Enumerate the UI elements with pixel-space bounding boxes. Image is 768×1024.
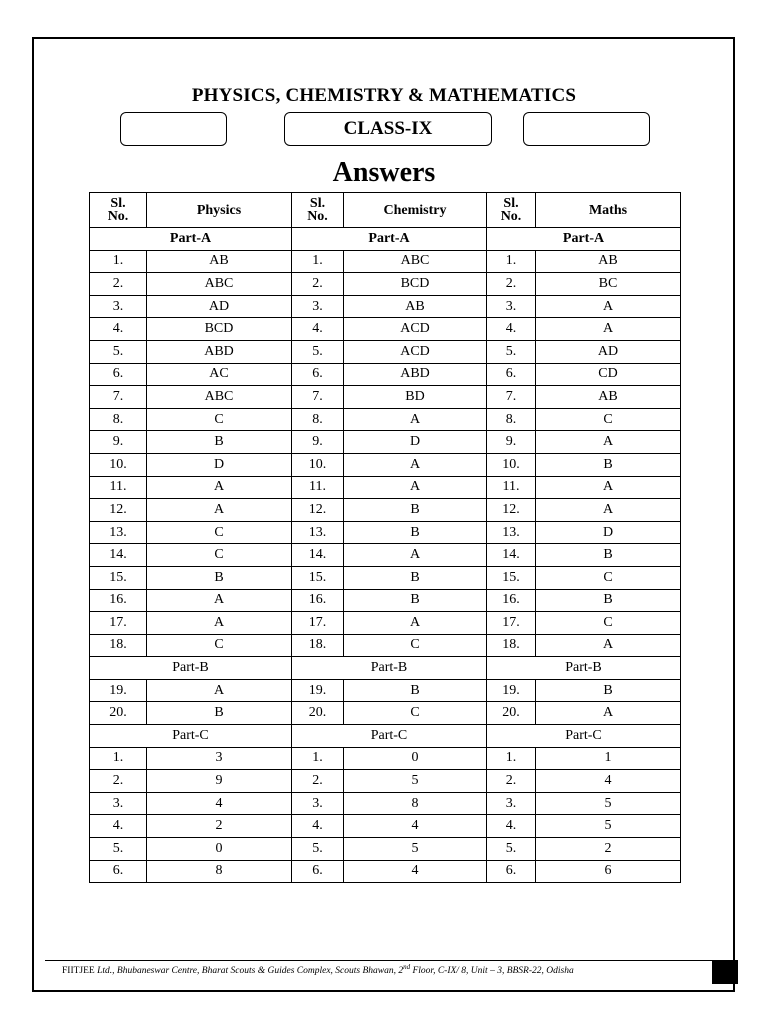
answer-cell: 8	[344, 792, 487, 815]
serial-number-cell: 3.	[90, 295, 147, 318]
serial-number-cell: 6.	[292, 860, 344, 883]
answer-cell: B	[536, 679, 681, 702]
answer-cell: AD	[536, 340, 681, 363]
serial-number-cell: 4.	[90, 318, 147, 341]
serial-number-cell: 20.	[90, 702, 147, 725]
answer-cell: ABD	[147, 340, 292, 363]
answer-cell: B	[147, 702, 292, 725]
answer-cell: AD	[147, 295, 292, 318]
serial-number-cell: 8.	[292, 408, 344, 431]
table-row	[90, 544, 681, 567]
answer-cell: C	[536, 612, 681, 635]
table-row	[90, 860, 681, 883]
table-row	[90, 815, 681, 838]
answer-cell: A	[536, 476, 681, 499]
answer-cell: B	[536, 453, 681, 476]
class-label-box	[284, 112, 492, 146]
table-row	[90, 250, 681, 273]
blank-box-left	[120, 112, 227, 146]
answer-cell: ABD	[344, 363, 487, 386]
answer-cell: 3	[147, 747, 292, 770]
answer-cell: 5	[344, 770, 487, 793]
serial-number-cell: 1.	[292, 747, 344, 770]
answer-cell: C	[536, 566, 681, 589]
serial-number-cell: 8.	[487, 408, 536, 431]
table-row	[90, 295, 681, 318]
answer-cell: A	[147, 476, 292, 499]
serial-number-cell: 6.	[90, 860, 147, 883]
serial-number-cell: 1.	[90, 747, 147, 770]
serial-number-cell: 3.	[487, 295, 536, 318]
serial-number-cell: 16.	[487, 589, 536, 612]
serial-number-cell: 4.	[292, 318, 344, 341]
serial-number-cell: 5.	[292, 340, 344, 363]
serial-number-cell: 2.	[292, 770, 344, 793]
answer-table-body	[90, 228, 681, 883]
answer-cell: D	[147, 453, 292, 476]
serial-number-cell: 3.	[487, 792, 536, 815]
section-header-row	[90, 657, 681, 680]
serial-number-cell: 8.	[90, 408, 147, 431]
serial-number-cell: 11.	[487, 476, 536, 499]
table-row	[90, 363, 681, 386]
serial-number-cell: 4.	[487, 318, 536, 341]
answer-cell: CD	[536, 363, 681, 386]
serial-number-cell: 12.	[90, 499, 147, 522]
answer-cell: ACD	[344, 340, 487, 363]
answer-cell: BD	[344, 386, 487, 409]
answer-cell: C	[344, 634, 487, 657]
answer-cell: AB	[536, 386, 681, 409]
header-maths: Maths	[536, 193, 681, 228]
answer-cell: 9	[147, 770, 292, 793]
serial-number-cell: 4.	[90, 815, 147, 838]
serial-number-cell: 5.	[90, 340, 147, 363]
serial-number-cell: 18.	[90, 634, 147, 657]
section-label: Part-B	[487, 657, 681, 680]
answer-cell: 2	[147, 815, 292, 838]
answer-cell: ACD	[344, 318, 487, 341]
subject-title: PHYSICS, CHEMISTRY & MATHEMATICS	[191, 85, 577, 106]
serial-number-cell: 7.	[487, 386, 536, 409]
serial-number-cell: 14.	[292, 544, 344, 567]
serial-number-cell: 18.	[487, 634, 536, 657]
answer-cell: 5	[344, 838, 487, 861]
serial-number-cell: 10.	[292, 453, 344, 476]
serial-number-cell: 6.	[90, 363, 147, 386]
serial-number-cell: 2.	[90, 770, 147, 793]
serial-number-cell: 9.	[292, 431, 344, 454]
serial-number-cell: 4.	[487, 815, 536, 838]
header-sl-no: Sl. No.	[292, 193, 344, 228]
answer-cell: 0	[344, 747, 487, 770]
header-sl-no: Sl. No.	[487, 193, 536, 228]
answer-cell: 1	[536, 747, 681, 770]
answer-cell: B	[344, 566, 487, 589]
answer-cell: A	[344, 453, 487, 476]
table-row	[90, 476, 681, 499]
serial-number-cell: 5.	[292, 838, 344, 861]
serial-number-cell: 6.	[487, 363, 536, 386]
answer-cell: 5	[536, 792, 681, 815]
answer-cell: A	[147, 589, 292, 612]
answer-cell: AB	[344, 295, 487, 318]
serial-number-cell: 5.	[90, 838, 147, 861]
table-row	[90, 318, 681, 341]
serial-number-cell: 3.	[90, 792, 147, 815]
table-row	[90, 386, 681, 409]
blank-box-right	[523, 112, 650, 146]
serial-number-cell: 15.	[90, 566, 147, 589]
header-physics: Physics	[147, 193, 292, 228]
footer-text: Ltd., Bhubaneswar Centre, Bharat Scouts & Guides Complex, Scouts Bhawan, 2	[94, 966, 404, 977]
answer-cell: 4	[344, 860, 487, 883]
serial-number-cell: 5.	[487, 838, 536, 861]
section-header-row	[90, 228, 681, 251]
serial-number-cell: 2.	[292, 273, 344, 296]
answer-cell: B	[344, 499, 487, 522]
answer-cell: D	[344, 431, 487, 454]
table-row	[90, 566, 681, 589]
answer-cell: A	[536, 431, 681, 454]
answer-cell: BCD	[344, 273, 487, 296]
serial-number-cell: 12.	[487, 499, 536, 522]
serial-number-cell: 10.	[90, 453, 147, 476]
answer-cell: A	[536, 499, 681, 522]
class-label: CLASS-IX	[343, 118, 433, 139]
serial-number-cell: 3.	[292, 295, 344, 318]
answer-cell: 6	[536, 860, 681, 883]
serial-number-cell: 17.	[487, 612, 536, 635]
footer-brand: FIITJEE	[62, 966, 95, 977]
serial-number-cell: 14.	[90, 544, 147, 567]
serial-number-cell: 16.	[90, 589, 147, 612]
answer-cell: B	[344, 589, 487, 612]
answer-cell: C	[536, 408, 681, 431]
answer-cell: B	[344, 679, 487, 702]
answer-cell: A	[536, 318, 681, 341]
serial-number-cell: 17.	[90, 612, 147, 635]
footer-address	[62, 963, 722, 976]
serial-number-cell: 13.	[487, 521, 536, 544]
table-row	[90, 408, 681, 431]
serial-number-cell: 3.	[292, 792, 344, 815]
table-row	[90, 679, 681, 702]
serial-number-cell: 2.	[487, 770, 536, 793]
serial-number-cell: 1.	[292, 250, 344, 273]
section-label: Part-A	[487, 228, 681, 251]
serial-number-cell: 13.	[292, 521, 344, 544]
serial-number-cell: 18.	[292, 634, 344, 657]
serial-number-cell: 7.	[292, 386, 344, 409]
answer-cell: A	[536, 702, 681, 725]
serial-number-cell: 10.	[487, 453, 536, 476]
serial-number-cell: 1.	[90, 250, 147, 273]
answer-cell: C	[147, 544, 292, 567]
answer-cell: B	[344, 521, 487, 544]
section-label: Part-B	[90, 657, 292, 680]
serial-number-cell: 1.	[487, 747, 536, 770]
serial-number-cell: 15.	[487, 566, 536, 589]
answer-cell: A	[536, 295, 681, 318]
answer-cell: BC	[536, 273, 681, 296]
table-row	[90, 612, 681, 635]
table-row	[90, 521, 681, 544]
serial-number-cell: 7.	[90, 386, 147, 409]
corner-marker	[712, 960, 738, 984]
answer-cell: 8	[147, 860, 292, 883]
table-row	[90, 340, 681, 363]
serial-number-cell: 12.	[292, 499, 344, 522]
section-label: Part-C	[292, 725, 487, 748]
answer-cell: A	[344, 612, 487, 635]
answer-cell: B	[147, 566, 292, 589]
serial-number-cell: 16.	[292, 589, 344, 612]
answer-cell: B	[147, 431, 292, 454]
answer-cell: BCD	[147, 318, 292, 341]
table-row	[90, 792, 681, 815]
footer-text-end: Floor, C-IX/ 8, Unit – 3, BBSR-22, Odisha	[410, 966, 574, 977]
answer-cell: C	[147, 408, 292, 431]
answer-cell: C	[147, 521, 292, 544]
serial-number-cell: 5.	[487, 340, 536, 363]
table-row	[90, 702, 681, 725]
answer-cell: 4	[536, 770, 681, 793]
answers-title: Answers	[332, 157, 436, 188]
serial-number-cell: 11.	[292, 476, 344, 499]
table-row	[90, 838, 681, 861]
table-row	[90, 499, 681, 522]
answer-cell: 4	[147, 792, 292, 815]
serial-number-cell: 20.	[487, 702, 536, 725]
section-header-row	[90, 725, 681, 748]
header-sl-no: Sl. No.	[90, 193, 147, 228]
footer-sup: nd	[403, 963, 411, 971]
header-chemistry: Chemistry	[344, 193, 487, 228]
section-label: Part-C	[90, 725, 292, 748]
table-row	[90, 273, 681, 296]
table-header-row	[90, 193, 681, 228]
answer-cell: B	[536, 589, 681, 612]
serial-number-cell: 19.	[90, 679, 147, 702]
serial-number-cell: 15.	[292, 566, 344, 589]
table-row	[90, 634, 681, 657]
answer-cell: A	[344, 476, 487, 499]
serial-number-cell: 9.	[90, 431, 147, 454]
section-label: Part-C	[487, 725, 681, 748]
serial-number-cell: 1.	[487, 250, 536, 273]
serial-number-cell: 9.	[487, 431, 536, 454]
answer-cell: A	[344, 408, 487, 431]
answer-cell: C	[147, 634, 292, 657]
table-row	[90, 589, 681, 612]
table-row	[90, 431, 681, 454]
serial-number-cell: 6.	[292, 363, 344, 386]
answer-key-table	[89, 192, 681, 883]
answer-cell: AB	[536, 250, 681, 273]
serial-number-cell: 19.	[487, 679, 536, 702]
answer-cell: ABC	[344, 250, 487, 273]
answer-cell: A	[536, 634, 681, 657]
answer-cell: D	[536, 521, 681, 544]
table-row	[90, 747, 681, 770]
section-label: Part-A	[90, 228, 292, 251]
serial-number-cell: 19.	[292, 679, 344, 702]
serial-number-cell: 11.	[90, 476, 147, 499]
section-label: Part-B	[292, 657, 487, 680]
answer-cell: 4	[344, 815, 487, 838]
serial-number-cell: 6.	[487, 860, 536, 883]
answer-cell: 2	[536, 838, 681, 861]
answer-cell: A	[147, 612, 292, 635]
serial-number-cell: 20.	[292, 702, 344, 725]
serial-number-cell: 2.	[487, 273, 536, 296]
answer-cell: A	[147, 679, 292, 702]
answer-cell: 0	[147, 838, 292, 861]
answer-cell: A	[147, 499, 292, 522]
answer-cell: B	[536, 544, 681, 567]
answer-cell: C	[344, 702, 487, 725]
table-row	[90, 770, 681, 793]
answer-cell: 5	[536, 815, 681, 838]
answer-cell: ABC	[147, 386, 292, 409]
table-row	[90, 453, 681, 476]
footer-divider	[45, 960, 713, 961]
serial-number-cell: 14.	[487, 544, 536, 567]
section-label: Part-A	[292, 228, 487, 251]
answer-cell: AB	[147, 250, 292, 273]
serial-number-cell: 4.	[292, 815, 344, 838]
serial-number-cell: 2.	[90, 273, 147, 296]
serial-number-cell: 17.	[292, 612, 344, 635]
answer-cell: AC	[147, 363, 292, 386]
answer-cell: A	[344, 544, 487, 567]
answer-cell: ABC	[147, 273, 292, 296]
serial-number-cell: 13.	[90, 521, 147, 544]
